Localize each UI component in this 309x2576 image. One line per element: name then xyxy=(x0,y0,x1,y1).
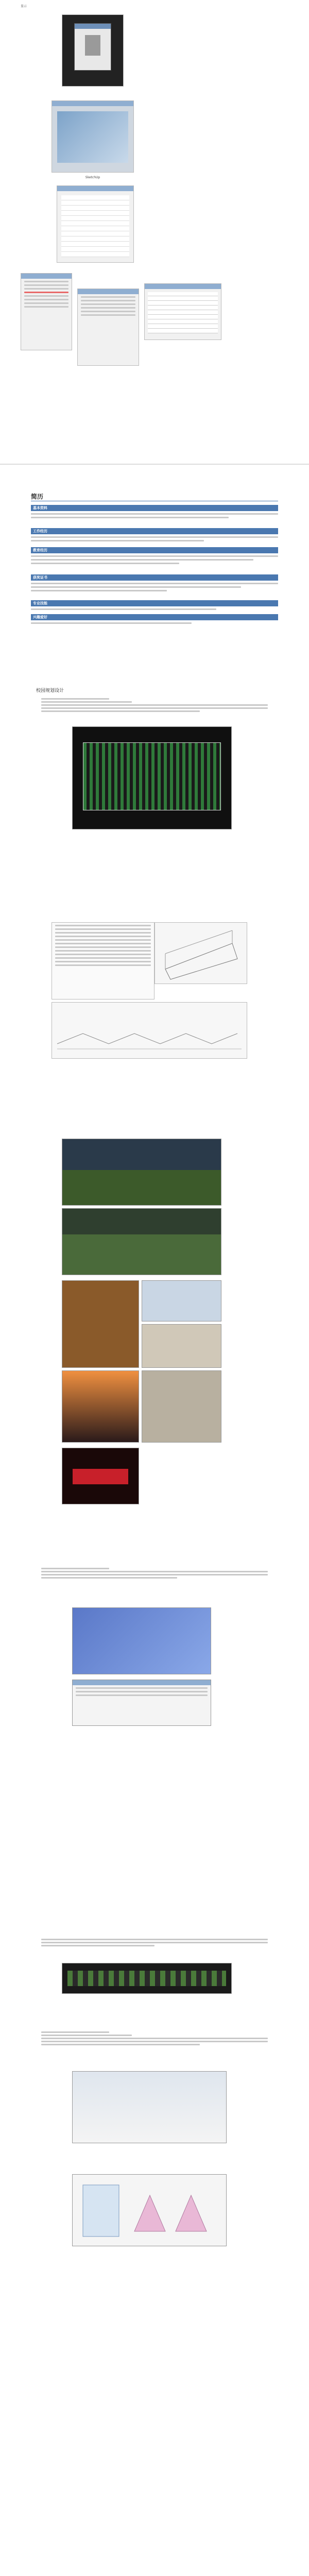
works-section1-lines xyxy=(41,697,268,714)
site-plan-image xyxy=(72,726,232,829)
properties-panel-screenshot xyxy=(77,289,139,366)
interface-screenshot xyxy=(72,1680,211,1726)
section-hobbies: 兴趣爱好 xyxy=(31,614,278,620)
table-panel-screenshot xyxy=(144,283,221,340)
sports-photo-1 xyxy=(62,1139,221,1206)
group-photo xyxy=(62,1280,139,1368)
grid-screenshot xyxy=(57,185,134,263)
render-3d-image xyxy=(72,1607,211,1674)
section-education: 教育经历 xyxy=(31,547,278,553)
sunset-photo xyxy=(62,1370,139,1443)
panorama-strip xyxy=(62,1963,232,1994)
section-skills: 专业技能 xyxy=(31,600,278,606)
dialog-screenshot-1 xyxy=(62,14,124,87)
caption-b: SketchUp xyxy=(85,176,100,179)
resume-block-basic xyxy=(31,505,278,526)
section-awards: 获奖证书 xyxy=(31,574,278,581)
text-document-image xyxy=(52,922,154,999)
works-section3-lines xyxy=(41,1566,268,1580)
blue-photo xyxy=(142,1280,221,1321)
works-section4-lines xyxy=(41,1937,268,1948)
sports-photo-2 xyxy=(62,1208,221,1275)
resume-block-work xyxy=(31,528,278,546)
resume-block-awards xyxy=(31,574,278,598)
sketchup-screenshot xyxy=(52,100,134,173)
resume-block-hobbies xyxy=(31,614,278,624)
top-label: 显示 xyxy=(21,5,27,8)
section-work: 工作经历 xyxy=(31,528,278,534)
tree-panel-screenshot xyxy=(21,273,72,350)
resume-title: 简历 xyxy=(31,493,44,500)
dog-photo xyxy=(142,1370,221,1443)
resume-block-skills xyxy=(31,600,278,611)
works-section5-lines xyxy=(41,2030,268,2047)
elevation-drawing xyxy=(52,1002,247,1059)
divider xyxy=(0,464,309,465)
water-render-image xyxy=(72,2071,227,2143)
works-section1-title: 校园规划设计 xyxy=(36,688,64,693)
structure-drawing xyxy=(154,922,247,984)
night-sign-photo xyxy=(62,1448,139,1504)
table-tennis-photo xyxy=(142,1324,221,1368)
section-basic: 基本资料 xyxy=(31,505,278,511)
diagram-image xyxy=(72,2174,227,2246)
resume-block-education xyxy=(31,547,278,573)
